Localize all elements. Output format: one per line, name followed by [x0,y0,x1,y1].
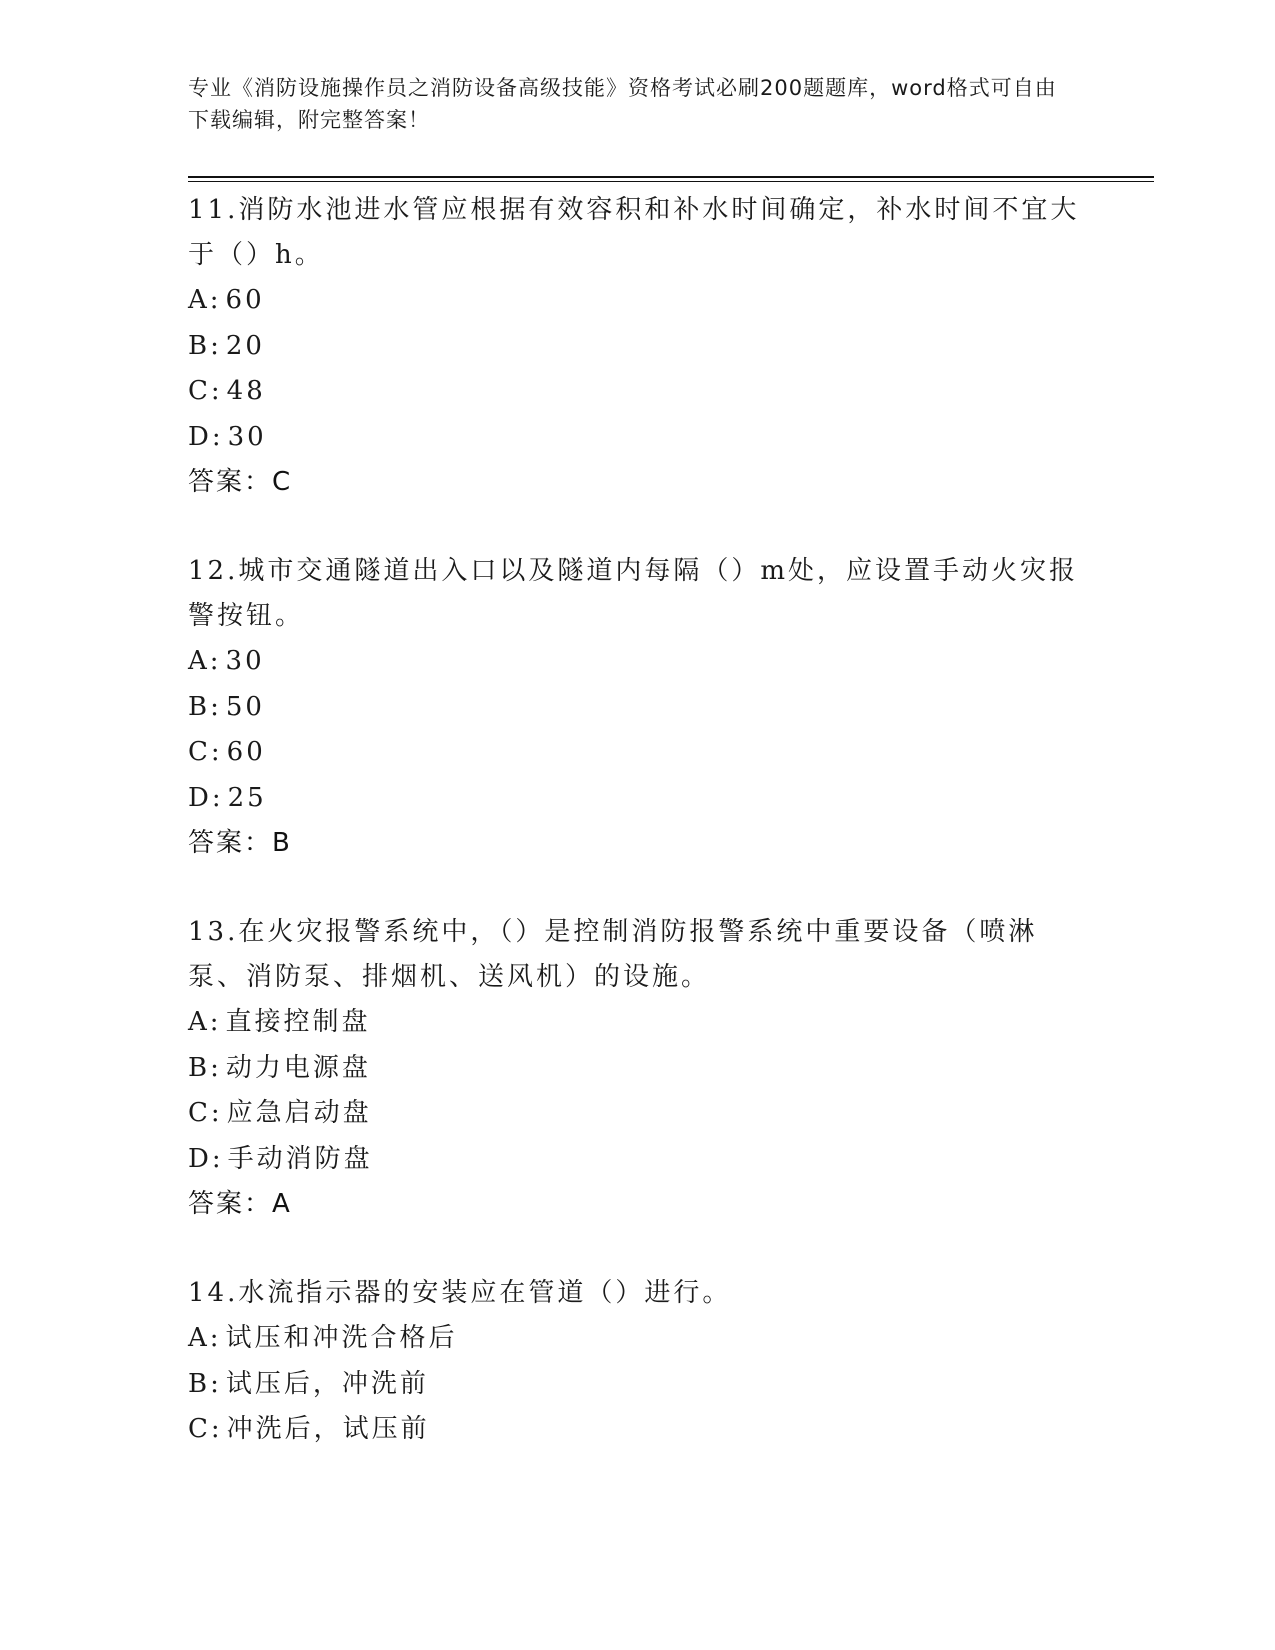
option-label: C: [188,737,223,767]
option-c [188,730,1088,776]
option-text: 手动消防盘 [227,1143,373,1174]
option-c [188,1407,1088,1453]
option-label: A: [188,285,222,315]
option-text: 试压和冲洗合格后 [225,1323,458,1353]
option-d [188,776,1088,822]
option-label: C: [188,1414,223,1444]
header-rule-thin [188,181,1154,182]
question-stem: 12.城市交通隧道出入口以及隧道内每隔（）m处，应设置手动火灾报警按钮。 [188,556,1079,631]
option-label: C: [188,376,223,406]
option-text: 25 [227,782,267,813]
answer: 答案：B [188,828,292,858]
option-b [188,324,1088,370]
option-b [188,1362,1088,1408]
option-label: A: [188,646,222,676]
option-b [188,685,1088,731]
option-a [188,1000,1088,1046]
document-intro: 专业《消防设施操作员之消防设备高级技能》资格考试必刷200题题库，word格式可自由下载编辑，附完整答案！ [188,76,1057,132]
option-d [188,1137,1088,1183]
header-rule-thick [188,176,1154,178]
option-text: 60 [226,737,266,767]
option-label: C: [188,1098,223,1128]
option-a [188,639,1088,685]
question-12 [188,549,1088,866]
option-text: 30 [225,646,265,676]
option-text: 50 [225,691,265,722]
option-c [188,1091,1088,1137]
option-a [188,1316,1088,1362]
question-stem: 11.消防水池进水管应根据有效容积和补水时间确定，补水时间不宜大于（）h。 [188,195,1080,270]
option-label: D: [188,421,224,452]
question-stem: 13.在火灾报警系统中，（）是控制消防报警系统中重要设备（喷淋泵、消防泵、排烟机、送风机）的设施。 [188,917,1038,992]
option-text: 试压后，冲洗前 [225,1368,429,1399]
option-text: 60 [225,285,265,315]
option-label: A: [188,1007,222,1037]
option-c [188,369,1088,415]
option-text: 冲洗后，试压前 [226,1414,430,1444]
option-a [188,278,1088,324]
option-label: B: [188,330,222,361]
option-text: 20 [225,330,265,361]
question-stem: 14.水流指示器的安装应在管道（）进行。 [188,1278,732,1308]
option-text: 直接控制盘 [225,1007,371,1037]
question-13 [188,910,1088,1227]
question-14 [188,1271,1088,1453]
option-text: 30 [227,421,267,452]
option-text: 应急启动盘 [226,1098,372,1128]
option-b [188,1046,1088,1092]
answer: 答案：C [188,467,293,497]
option-text: 动力电源盘 [225,1052,371,1083]
option-label: D: [188,782,224,813]
answer: 答案：A [188,1189,292,1219]
option-text: 48 [226,376,266,406]
question-11 [188,188,1088,505]
option-label: D: [188,1143,224,1174]
option-label: B: [188,691,222,722]
option-d [188,415,1088,461]
option-label: B: [188,1052,222,1083]
option-label: A: [188,1323,222,1353]
option-label: B: [188,1368,222,1399]
